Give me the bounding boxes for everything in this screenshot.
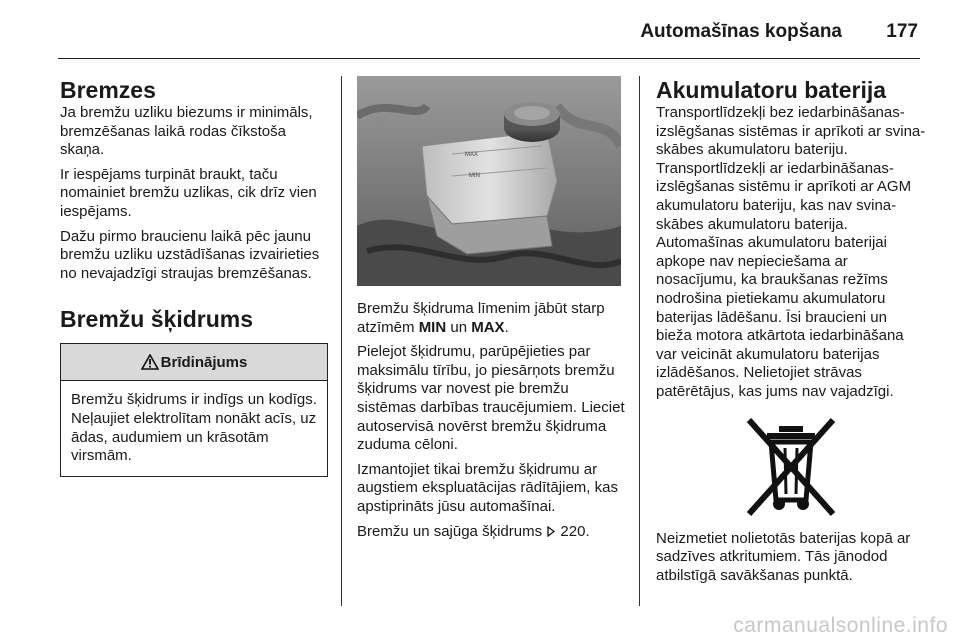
fluid-reference-page[interactable]: 220. [560, 522, 590, 540]
fluid-paragraph-2: Izmantojiet tikai bremžu šķidrumu ar augstiem ekspluatācijas rādītājiem, kas apstiprināts jūsu automašīnai. [357, 460, 618, 515]
brakes-paragraph-3: Dažu pirmo braucienu laikā pēc jaunu bremžu uzliku uzstādīšanas izvairieties no nevajadzīgi straujas bremzēšanas. [60, 227, 320, 282]
max-mark-text: MAX [471, 318, 505, 336]
warning-triangle-icon [141, 354, 159, 370]
warning-box [60, 343, 328, 476]
brake-fluid-reservoir-photo [357, 76, 621, 286]
warning-title: Brīdinājums [160, 353, 248, 371]
column-divider-2 [639, 76, 640, 606]
min-mark-text: MIN [418, 318, 447, 336]
fluid-paragraph-1: Pielejot šķidrumu, parūpējieties par maksimālu tīrību, jo piesārņots bremžu šķidrums var novest pie bremžu sistēmas darbības traucējumiem. Lieciet autoservisā novērst bremžu šķidruma zuduma cēloni. [357, 343, 625, 454]
column-battery [656, 76, 926, 591]
crossed-bin-icon [743, 416, 839, 518]
battery-paragraph: Transportlīdzekļi bez iedarbināšanas-izslēgšanas sistēmas ir aprīkoti ar svina-skābes akumulatoru bateriju. Transportlīdzekļi ar iedarbināšanas-izslēgšanas sistēmu ir aprīkoti ar AGM akumulatoru bateriju, kas nav svina-skābes akumulatoru baterija. Automašīnas akumulatoru baterijai apkope nav nepieciešama ar nosacījumu, ka braukšanas režīms nodrošina pietiekamu akumulatoru baterijas lādēšanu. Īsi braucieni un bieža motora atkārtota iedarbināšana var veicināt akumulatoru baterijas izlādēšanos. Nelietojiet strāvas patērētājus, kas jums nav vajadzīgi. [656, 104, 926, 400]
heading-battery: Akumulatoru baterija [656, 77, 887, 103]
header-divider [58, 58, 920, 59]
column-fluid-level [357, 76, 627, 547]
disposal-text: Neizmetiet nolietotās baterijas kopā ar sadzīves atkritumiem. Tās jānodod atbilstīgā savākšanas punktā. [656, 529, 911, 584]
max-mark-label: MAX [465, 152, 479, 158]
column-brakes [60, 76, 328, 477]
heading-brakes: Bremzes [60, 77, 156, 103]
warning-header [61, 344, 327, 381]
column-divider-1 [341, 76, 342, 606]
page-number: 177 [886, 21, 918, 42]
page-header [0, 0, 960, 60]
brakes-paragraph-1: Ja bremžu uzliku biezums ir minimāls, bremzēšanas laikā rodas čīkstoša skaņa. [60, 104, 313, 159]
section-title: Automašīnas kopšana [640, 21, 842, 42]
heading-brake-fluid: Bremžu šķidrums [60, 306, 254, 333]
min-mark-label: MIN [469, 173, 480, 179]
ref-arrow-icon[interactable] [546, 526, 556, 537]
fluid-level-text: Bremžu šķidruma līmenim jābūt starp atzīmēm MIN un MAX. [357, 300, 605, 336]
warning-text: Bremžu šķidrums ir indīgs un kodīgs. Neļaujiet elektrolītam nonākt acīs, uz ādas, audumiem un krāsotām virsmām. [71, 391, 317, 465]
watermark: carmanualsonline.info [733, 614, 948, 637]
brakes-paragraph-2: Ir iespējams turpināt braukt, taču nomainiet bremžu uzlikas, cik drīz vien iespējams. [60, 165, 317, 220]
fluid-reference: Bremžu un sajūga šķidrums 220. [357, 522, 590, 540]
